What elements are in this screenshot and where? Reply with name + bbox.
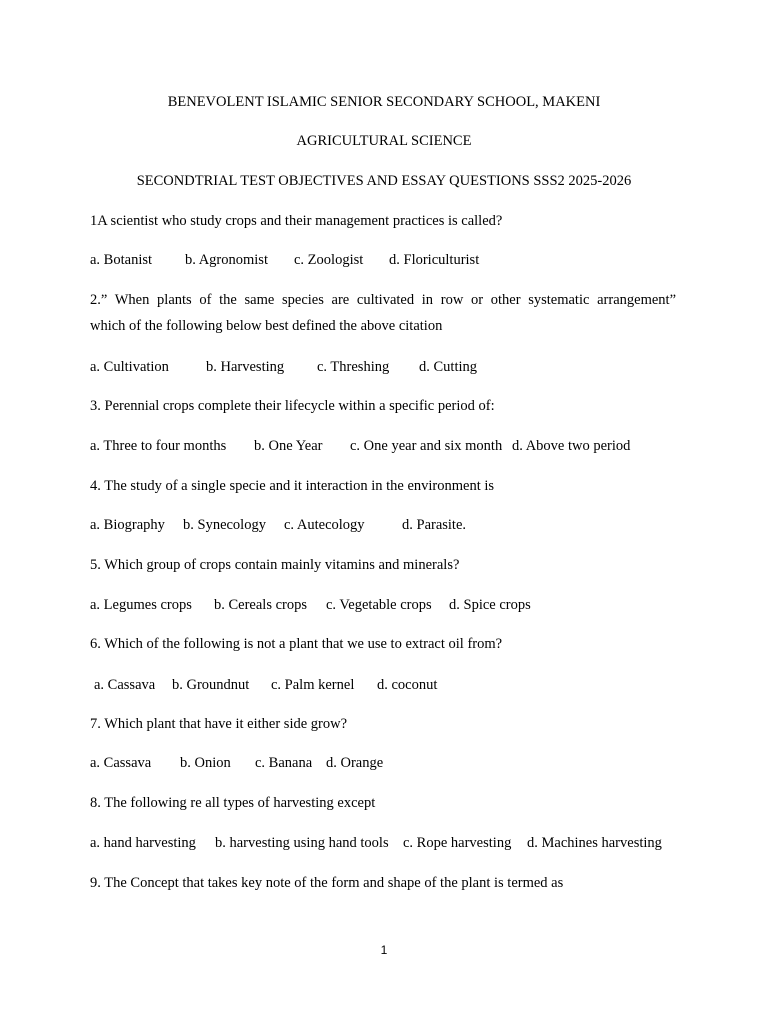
q6-option-d: d. coconut — [377, 677, 438, 693]
q4-option-c: c. Autecology — [284, 517, 365, 533]
q1-option-d: d. Floriculturist — [389, 252, 480, 268]
question-3: 3. Perennial crops complete their lifecycle within a specific period of: — [90, 398, 495, 414]
question-6: 6. Which of the following is not a plant that we use to extract oil from? — [90, 636, 503, 652]
q3-option-d: d. Above two period — [512, 438, 631, 454]
question-9: 9. The Concept that takes key note of the form and shape of the plant is termed as — [90, 875, 564, 891]
subject-title: AGRICULTURAL SCIENCE — [296, 133, 472, 149]
question-2-line-1 — [90, 292, 676, 309]
question-4: 4. The study of a single specie and it interaction in the environment is — [90, 478, 495, 494]
q2-option-a: a. Cultivation — [90, 359, 169, 375]
school-title: BENEVOLENT ISLAMIC SENIOR SECONDARY SCHOOL, MAKENI — [167, 94, 601, 110]
q7-option-c: c. Banana — [255, 755, 313, 771]
q7-option-d: d. Orange — [326, 755, 384, 771]
question-7: 7. Which plant that have it either side grow? — [90, 716, 348, 732]
question-2-line-1-text: 2.” When plants of the same species are cultivated in row or other systematic arrangement” — [90, 292, 676, 308]
q7-option-b: b. Onion — [180, 755, 231, 771]
q4-option-d: d. Parasite. — [402, 517, 467, 533]
q1-option-b: b. Agronomist — [185, 252, 268, 268]
exam-title: SECONDTRIAL TEST OBJECTIVES AND ESSAY QUESTIONS SSS2 2025-2026 — [136, 173, 632, 189]
q8-option-a: a. hand harvesting — [90, 835, 196, 851]
q2-option-c: c. Threshing — [317, 359, 390, 375]
q1-option-a: a. Botanist — [90, 252, 153, 268]
q3-option-a: a. Three to four months — [90, 438, 227, 454]
question-2-line-2: which of the following below best defined the above citation — [90, 318, 443, 334]
q2-option-d: d. Cutting — [419, 359, 478, 375]
q6-option-c: c. Palm kernel — [271, 677, 355, 693]
q7-option-a: a. Cassava — [90, 755, 152, 771]
question-8: 8. The following re all types of harvesting except — [90, 795, 376, 811]
q8-option-b: b. harvesting using hand tools — [215, 835, 389, 851]
q8-option-c: c. Rope harvesting — [403, 835, 512, 851]
question-5: 5. Which group of crops contain mainly vitamins and minerals? — [90, 557, 460, 573]
q6-option-b: b. Groundnut — [172, 677, 250, 693]
q2-option-b: b. Harvesting — [206, 359, 285, 375]
q5-option-d: d. Spice crops — [449, 597, 531, 613]
q3-option-c: c. One year and six month — [350, 438, 503, 454]
q5-option-c: c. Vegetable crops — [326, 597, 432, 613]
q6-option-a: a. Cassava — [94, 677, 156, 693]
q4-option-a: a. Biography — [90, 517, 165, 533]
q3-option-b: b. One Year — [254, 438, 323, 454]
question-1: 1A scientist who study crops and their management practices is called? — [90, 213, 503, 229]
q5-option-a: a. Legumes crops — [90, 597, 192, 613]
q8-option-d: d. Machines harvesting — [527, 835, 662, 851]
q4-option-b: b. Synecology — [183, 517, 266, 533]
page-number: 1 — [380, 943, 388, 957]
q1-option-c: c. Zoologist — [294, 252, 364, 268]
q5-option-b: b. Cereals crops — [214, 597, 308, 613]
